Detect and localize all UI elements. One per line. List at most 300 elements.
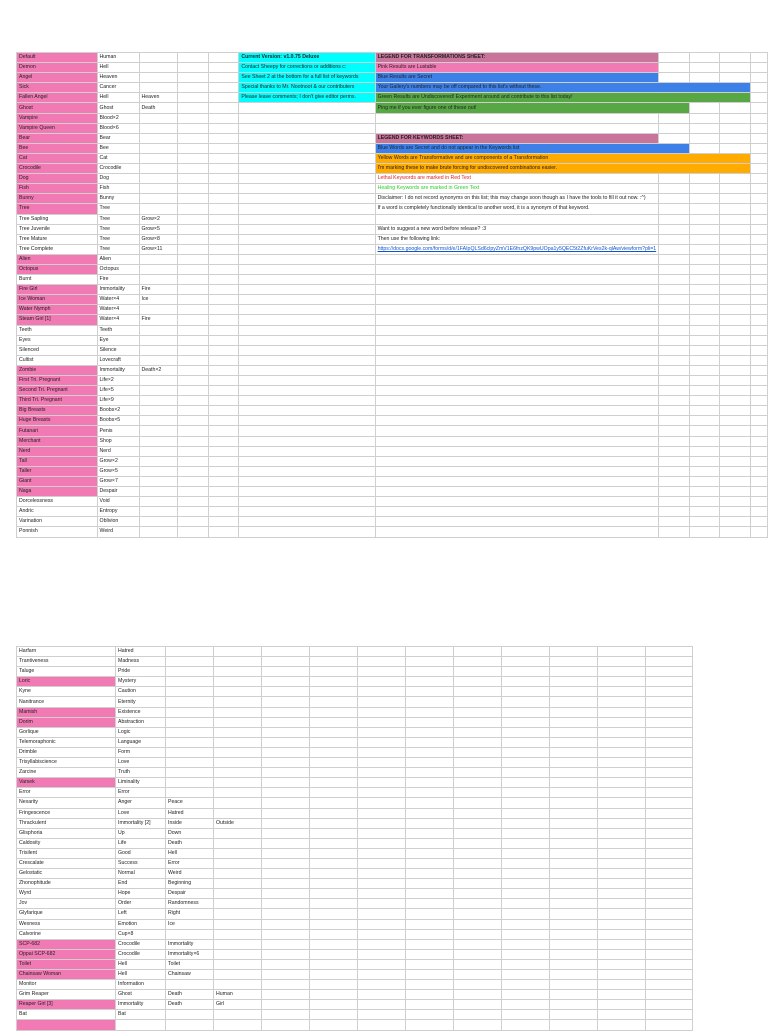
- empty-cell[interactable]: [720, 355, 750, 365]
- empty-cell[interactable]: [239, 264, 375, 274]
- component-2-cell[interactable]: [166, 1020, 214, 1030]
- empty-cell[interactable]: [689, 234, 719, 244]
- info-cell[interactable]: [239, 164, 375, 174]
- empty-cell[interactable]: [750, 133, 767, 143]
- empty-cell[interactable]: [720, 345, 750, 355]
- empty-cell[interactable]: [375, 517, 659, 527]
- empty-cell[interactable]: [262, 929, 310, 939]
- empty-cell[interactable]: [659, 466, 689, 476]
- empty-cell[interactable]: [550, 657, 598, 667]
- component-2-cell[interactable]: [166, 657, 214, 667]
- empty-cell[interactable]: [659, 113, 689, 123]
- empty-cell[interactable]: [720, 517, 750, 527]
- empty-cell[interactable]: [659, 376, 689, 386]
- empty-cell[interactable]: [358, 869, 406, 879]
- empty-cell[interactable]: [659, 406, 689, 416]
- empty-cell[interactable]: [550, 727, 598, 737]
- empty-cell[interactable]: [689, 244, 719, 254]
- transformation-name-cell[interactable]: Tree: [17, 204, 98, 214]
- component-1-cell[interactable]: Crocodile: [116, 939, 166, 949]
- empty-cell[interactable]: [720, 123, 750, 133]
- empty-cell[interactable]: [646, 697, 693, 707]
- empty-cell[interactable]: [659, 244, 689, 254]
- component-3-cell[interactable]: [214, 1010, 262, 1020]
- empty-cell[interactable]: [720, 63, 750, 73]
- empty-cell[interactable]: [598, 1010, 646, 1020]
- keyword-2-cell[interactable]: [139, 194, 178, 204]
- component-2-cell[interactable]: Hatred: [166, 808, 214, 818]
- empty-cell[interactable]: [550, 939, 598, 949]
- empty-cell[interactable]: [454, 677, 502, 687]
- empty-cell[interactable]: [239, 275, 375, 285]
- transformation-name-cell[interactable]: Silenced: [17, 345, 98, 355]
- empty-cell[interactable]: [750, 234, 767, 244]
- empty-cell[interactable]: [406, 970, 454, 980]
- empty-cell[interactable]: [406, 858, 454, 868]
- empty-cell[interactable]: [598, 828, 646, 838]
- empty-cell[interactable]: [262, 687, 310, 697]
- empty-cell[interactable]: [208, 133, 238, 143]
- empty-cell[interactable]: [689, 133, 719, 143]
- keyword-name-cell[interactable]: Wyrd: [17, 889, 116, 899]
- empty-cell[interactable]: [659, 224, 689, 234]
- empty-cell[interactable]: [720, 73, 750, 83]
- empty-cell[interactable]: [550, 959, 598, 969]
- empty-cell[interactable]: [358, 919, 406, 929]
- empty-cell[interactable]: [178, 164, 208, 174]
- keyword-2-cell[interactable]: [139, 153, 178, 163]
- empty-cell[interactable]: [310, 778, 358, 788]
- empty-cell[interactable]: [406, 707, 454, 717]
- legend-cell[interactable]: Blue Results are Secret: [375, 73, 659, 83]
- empty-cell[interactable]: [659, 63, 689, 73]
- empty-cell[interactable]: [262, 909, 310, 919]
- empty-cell[interactable]: [375, 275, 659, 285]
- empty-cell[interactable]: [375, 426, 659, 436]
- empty-cell[interactable]: [750, 113, 767, 123]
- keyword-name-cell[interactable]: Gelostatic: [17, 869, 116, 879]
- component-3-cell[interactable]: Outside: [214, 818, 262, 828]
- component-2-cell[interactable]: Beginning: [166, 879, 214, 889]
- empty-cell[interactable]: [598, 657, 646, 667]
- empty-cell[interactable]: [262, 778, 310, 788]
- keyword-2-cell[interactable]: [139, 113, 178, 123]
- empty-cell[interactable]: [689, 123, 719, 133]
- empty-cell[interactable]: [750, 295, 767, 305]
- empty-cell[interactable]: [310, 858, 358, 868]
- empty-cell[interactable]: [208, 497, 238, 507]
- empty-cell[interactable]: [502, 647, 550, 657]
- keyword-1-cell[interactable]: Boobs×5: [97, 416, 139, 426]
- component-2-cell[interactable]: [166, 758, 214, 768]
- empty-cell[interactable]: [239, 325, 375, 335]
- empty-cell[interactable]: [208, 73, 238, 83]
- empty-cell[interactable]: [720, 376, 750, 386]
- empty-cell[interactable]: [750, 244, 767, 254]
- transformation-name-cell[interactable]: Burnt: [17, 275, 98, 285]
- empty-cell[interactable]: [208, 386, 238, 396]
- empty-cell[interactable]: [178, 386, 208, 396]
- empty-cell[interactable]: [646, 869, 693, 879]
- empty-cell[interactable]: [550, 838, 598, 848]
- empty-cell[interactable]: [178, 456, 208, 466]
- empty-cell[interactable]: [406, 879, 454, 889]
- component-2-cell[interactable]: [166, 980, 214, 990]
- empty-cell[interactable]: [750, 143, 767, 153]
- empty-cell[interactable]: [720, 254, 750, 264]
- empty-cell[interactable]: [689, 204, 719, 214]
- empty-cell[interactable]: [358, 889, 406, 899]
- empty-cell[interactable]: [720, 244, 750, 254]
- empty-cell[interactable]: [178, 234, 208, 244]
- keyword-2-cell[interactable]: [139, 386, 178, 396]
- empty-cell[interactable]: [406, 667, 454, 677]
- empty-cell[interactable]: [646, 687, 693, 697]
- empty-cell[interactable]: [550, 647, 598, 657]
- component-2-cell[interactable]: [166, 667, 214, 677]
- empty-cell[interactable]: [646, 838, 693, 848]
- keyword-1-cell[interactable]: Void: [97, 497, 139, 507]
- empty-cell[interactable]: [358, 697, 406, 707]
- empty-cell[interactable]: [262, 697, 310, 707]
- component-1-cell[interactable]: Liminality: [116, 778, 166, 788]
- empty-cell[interactable]: [646, 909, 693, 919]
- empty-cell[interactable]: [646, 1020, 693, 1030]
- transformation-name-cell[interactable]: Big Breasts: [17, 406, 98, 416]
- transformation-name-cell[interactable]: Futanari: [17, 426, 98, 436]
- keyword-1-cell[interactable]: Oblivion: [97, 517, 139, 527]
- component-3-cell[interactable]: [214, 879, 262, 889]
- empty-cell[interactable]: [208, 234, 238, 244]
- empty-cell[interactable]: [598, 778, 646, 788]
- keyword-name-cell[interactable]: Zhonophitude: [17, 879, 116, 889]
- empty-cell[interactable]: [646, 747, 693, 757]
- empty-cell[interactable]: [239, 335, 375, 345]
- empty-cell[interactable]: [720, 466, 750, 476]
- info-cell[interactable]: See Sheet 2 at the bottom for a full list of keywords: [239, 73, 375, 83]
- info-cell[interactable]: [239, 194, 375, 204]
- empty-cell[interactable]: [208, 204, 238, 214]
- empty-cell[interactable]: [720, 285, 750, 295]
- component-3-cell[interactable]: [214, 848, 262, 858]
- empty-cell[interactable]: [659, 446, 689, 456]
- empty-cell[interactable]: [750, 153, 767, 163]
- keyword-2-cell[interactable]: [139, 123, 178, 133]
- keyword-name-cell[interactable]: Thrackulent: [17, 818, 116, 828]
- empty-cell[interactable]: [208, 436, 238, 446]
- empty-cell[interactable]: [454, 838, 502, 848]
- keyword-2-cell[interactable]: [139, 53, 178, 63]
- empty-cell[interactable]: [208, 487, 238, 497]
- empty-cell[interactable]: [208, 123, 238, 133]
- empty-cell[interactable]: [598, 959, 646, 969]
- empty-cell[interactable]: [502, 869, 550, 879]
- transformation-name-cell[interactable]: Eyes: [17, 335, 98, 345]
- keyword-1-cell[interactable]: Life×5: [97, 386, 139, 396]
- empty-cell[interactable]: [262, 737, 310, 747]
- component-1-cell[interactable]: Cup×8: [116, 929, 166, 939]
- empty-cell[interactable]: [375, 497, 659, 507]
- empty-cell[interactable]: [262, 818, 310, 828]
- empty-cell[interactable]: [598, 1000, 646, 1010]
- empty-cell[interactable]: [550, 747, 598, 757]
- empty-cell[interactable]: [720, 295, 750, 305]
- empty-cell[interactable]: [646, 848, 693, 858]
- component-2-cell[interactable]: Inside: [166, 818, 214, 828]
- empty-cell[interactable]: [454, 919, 502, 929]
- empty-cell[interactable]: [750, 436, 767, 446]
- transformation-name-cell[interactable]: Demon: [17, 63, 98, 73]
- empty-cell[interactable]: [375, 376, 659, 386]
- empty-cell[interactable]: [208, 103, 238, 113]
- keyword-2-cell[interactable]: [139, 174, 178, 184]
- empty-cell[interactable]: [375, 406, 659, 416]
- empty-cell[interactable]: [262, 647, 310, 657]
- empty-cell[interactable]: [750, 93, 767, 103]
- legend-cell[interactable]: Yellow Words are Transformative and are components of a Transformation: [375, 153, 750, 163]
- transformation-name-cell[interactable]: Giant: [17, 476, 98, 486]
- empty-cell[interactable]: [239, 456, 375, 466]
- empty-cell[interactable]: [689, 416, 719, 426]
- keyword-2-cell[interactable]: Grow×8: [139, 234, 178, 244]
- empty-cell[interactable]: [262, 838, 310, 848]
- empty-cell[interactable]: [454, 848, 502, 858]
- empty-cell[interactable]: [454, 879, 502, 889]
- empty-cell[interactable]: [598, 909, 646, 919]
- component-3-cell[interactable]: [214, 747, 262, 757]
- keyword-2-cell[interactable]: [139, 436, 178, 446]
- empty-cell[interactable]: [750, 285, 767, 295]
- component-3-cell[interactable]: [214, 869, 262, 879]
- transformation-name-cell[interactable]: Second Tri. Pregnant: [17, 386, 98, 396]
- empty-cell[interactable]: [178, 295, 208, 305]
- empty-cell[interactable]: [358, 747, 406, 757]
- empty-cell[interactable]: [598, 697, 646, 707]
- legend-cell[interactable]: [375, 113, 659, 123]
- component-2-cell[interactable]: [166, 788, 214, 798]
- keyword-1-cell[interactable]: Tree: [97, 204, 139, 214]
- empty-cell[interactable]: [310, 677, 358, 687]
- component-3-cell[interactable]: [214, 899, 262, 909]
- empty-cell[interactable]: [750, 275, 767, 285]
- empty-cell[interactable]: [208, 325, 238, 335]
- empty-cell[interactable]: [178, 345, 208, 355]
- keyword-name-cell[interactable]: Harfarn: [17, 647, 116, 657]
- keyword-name-cell[interactable]: Toilet: [17, 959, 116, 969]
- empty-cell[interactable]: [358, 707, 406, 717]
- keyword-name-cell[interactable]: Bat: [17, 1010, 116, 1020]
- empty-cell[interactable]: [262, 879, 310, 889]
- keyword-name-cell[interactable]: Zarcine: [17, 768, 116, 778]
- component-2-cell[interactable]: Death: [166, 1000, 214, 1010]
- component-1-cell[interactable]: Emotion: [116, 919, 166, 929]
- empty-cell[interactable]: [502, 818, 550, 828]
- empty-cell[interactable]: [659, 386, 689, 396]
- empty-cell[interactable]: [310, 758, 358, 768]
- keyword-name-cell[interactable]: Jov: [17, 899, 116, 909]
- component-1-cell[interactable]: Truth: [116, 768, 166, 778]
- empty-cell[interactable]: [358, 929, 406, 939]
- keyword-2-cell[interactable]: Grow×5: [139, 224, 178, 234]
- keyword-1-cell[interactable]: Alien: [97, 254, 139, 264]
- component-3-cell[interactable]: [214, 909, 262, 919]
- empty-cell[interactable]: [208, 335, 238, 345]
- empty-cell[interactable]: [208, 365, 238, 375]
- empty-cell[interactable]: [659, 426, 689, 436]
- transformation-name-cell[interactable]: Nerd: [17, 446, 98, 456]
- empty-cell[interactable]: [646, 889, 693, 899]
- empty-cell[interactable]: [454, 1020, 502, 1030]
- keyword-2-cell[interactable]: [139, 406, 178, 416]
- component-3-cell[interactable]: [214, 798, 262, 808]
- empty-cell[interactable]: [502, 919, 550, 929]
- empty-cell[interactable]: [310, 949, 358, 959]
- keyword-name-cell[interactable]: Calvorine: [17, 929, 116, 939]
- empty-cell[interactable]: [720, 416, 750, 426]
- component-3-cell[interactable]: [214, 1020, 262, 1030]
- empty-cell[interactable]: [358, 970, 406, 980]
- empty-cell[interactable]: [208, 345, 238, 355]
- empty-cell[interactable]: [454, 980, 502, 990]
- legend-cell[interactable]: Healing Keywords are marked in Green Text: [375, 184, 659, 194]
- component-1-cell[interactable]: End: [116, 879, 166, 889]
- keyword-1-cell[interactable]: Weird: [97, 527, 139, 537]
- keyword-name-cell[interactable]: Grim Reaper: [17, 990, 116, 1000]
- keyword-2-cell[interactable]: Heaven: [139, 93, 178, 103]
- legend-cell[interactable]: Lethal Keywords are marked in Red Text: [375, 174, 659, 184]
- component-1-cell[interactable]: Bat: [116, 1010, 166, 1020]
- keyword-1-cell[interactable]: Dog: [97, 174, 139, 184]
- keyword-1-cell[interactable]: Tree: [97, 224, 139, 234]
- empty-cell[interactable]: [750, 476, 767, 486]
- empty-cell[interactable]: [750, 416, 767, 426]
- empty-cell[interactable]: [502, 677, 550, 687]
- component-1-cell[interactable]: Love: [116, 758, 166, 768]
- transformation-name-cell[interactable]: Huge Breasts: [17, 416, 98, 426]
- empty-cell[interactable]: [502, 848, 550, 858]
- keyword-name-cell[interactable]: Dorim: [17, 717, 116, 727]
- keyword-1-cell[interactable]: Human: [97, 53, 139, 63]
- empty-cell[interactable]: [310, 919, 358, 929]
- empty-cell[interactable]: [178, 133, 208, 143]
- component-1-cell[interactable]: Abstraction: [116, 717, 166, 727]
- empty-cell[interactable]: [689, 446, 719, 456]
- empty-cell[interactable]: [659, 527, 689, 537]
- keyword-name-cell[interactable]: Chainsaw Woman: [17, 970, 116, 980]
- empty-cell[interactable]: [720, 386, 750, 396]
- empty-cell[interactable]: [598, 727, 646, 737]
- empty-cell[interactable]: [550, 889, 598, 899]
- keyword-2-cell[interactable]: Ice: [139, 295, 178, 305]
- empty-cell[interactable]: [358, 990, 406, 1000]
- transformation-name-cell[interactable]: Merchant: [17, 436, 98, 446]
- empty-cell[interactable]: [454, 647, 502, 657]
- component-1-cell[interactable]: Form: [116, 747, 166, 757]
- transformation-name-cell[interactable]: Cat: [17, 153, 98, 163]
- empty-cell[interactable]: [208, 143, 238, 153]
- empty-cell[interactable]: [502, 687, 550, 697]
- component-1-cell[interactable]: Information: [116, 980, 166, 990]
- transformation-name-cell[interactable]: Angel: [17, 73, 98, 83]
- empty-cell[interactable]: [598, 758, 646, 768]
- empty-cell[interactable]: [502, 889, 550, 899]
- empty-cell[interactable]: [550, 737, 598, 747]
- empty-cell[interactable]: [310, 980, 358, 990]
- empty-cell[interactable]: [262, 858, 310, 868]
- empty-cell[interactable]: [502, 838, 550, 848]
- keyword-2-cell[interactable]: [139, 305, 178, 315]
- empty-cell[interactable]: [502, 768, 550, 778]
- keyword-1-cell[interactable]: Entropy: [97, 507, 139, 517]
- keyword-1-cell[interactable]: Despair: [97, 487, 139, 497]
- keyword-name-cell[interactable]: Trantiveness: [17, 657, 116, 667]
- empty-cell[interactable]: [358, 858, 406, 868]
- empty-cell[interactable]: [689, 386, 719, 396]
- empty-cell[interactable]: [720, 113, 750, 123]
- component-1-cell[interactable]: Normal: [116, 869, 166, 879]
- keyword-name-cell[interactable]: Mamish: [17, 707, 116, 717]
- empty-cell[interactable]: [358, 909, 406, 919]
- transformation-name-cell[interactable]: Cultist: [17, 355, 98, 365]
- empty-cell[interactable]: [178, 436, 208, 446]
- empty-cell[interactable]: [646, 818, 693, 828]
- empty-cell[interactable]: [454, 1010, 502, 1020]
- empty-cell[interactable]: [310, 959, 358, 969]
- empty-cell[interactable]: [208, 446, 238, 456]
- empty-cell[interactable]: [689, 103, 719, 113]
- empty-cell[interactable]: [358, 828, 406, 838]
- empty-cell[interactable]: [750, 123, 767, 133]
- keyword-2-cell[interactable]: [139, 184, 178, 194]
- empty-cell[interactable]: [550, 990, 598, 1000]
- empty-cell[interactable]: [375, 365, 659, 375]
- keyword-1-cell[interactable]: Cat: [97, 153, 139, 163]
- empty-cell[interactable]: [358, 727, 406, 737]
- legend-cell[interactable]: Disclaimer: I do not record synonyms on this list; this may change soon though as I have the tools to fill it out now. :^): [375, 194, 659, 204]
- empty-cell[interactable]: [550, 970, 598, 980]
- empty-cell[interactable]: [720, 446, 750, 456]
- legend-cell[interactable]: Green Results are Undiscovered! Experiment around and contribute to this list today!: [375, 93, 750, 103]
- empty-cell[interactable]: [358, 1000, 406, 1010]
- keyword-1-cell[interactable]: Teeth: [97, 325, 139, 335]
- empty-cell[interactable]: [659, 345, 689, 355]
- empty-cell[interactable]: [502, 899, 550, 909]
- empty-cell[interactable]: [178, 527, 208, 537]
- legend-cell[interactable]: LEGEND FOR TRANSFORMATIONS SHEET:: [375, 53, 659, 63]
- empty-cell[interactable]: [375, 527, 659, 537]
- empty-cell[interactable]: [239, 416, 375, 426]
- empty-cell[interactable]: [375, 335, 659, 345]
- info-cell[interactable]: [239, 184, 375, 194]
- empty-cell[interactable]: [659, 396, 689, 406]
- empty-cell[interactable]: [454, 869, 502, 879]
- empty-cell[interactable]: [406, 929, 454, 939]
- empty-cell[interactable]: [720, 133, 750, 143]
- empty-cell[interactable]: [750, 355, 767, 365]
- empty-cell[interactable]: [550, 808, 598, 818]
- empty-cell[interactable]: [239, 446, 375, 456]
- keyword-1-cell[interactable]: Tree: [97, 234, 139, 244]
- empty-cell[interactable]: [178, 335, 208, 345]
- empty-cell[interactable]: [720, 264, 750, 274]
- keyword-2-cell[interactable]: Death×2: [139, 365, 178, 375]
- component-2-cell[interactable]: Weird: [166, 869, 214, 879]
- empty-cell[interactable]: [310, 828, 358, 838]
- empty-cell[interactable]: [310, 879, 358, 889]
- transformation-name-cell[interactable]: Andric: [17, 507, 98, 517]
- empty-cell[interactable]: [689, 406, 719, 416]
- empty-cell[interactable]: [375, 315, 659, 325]
